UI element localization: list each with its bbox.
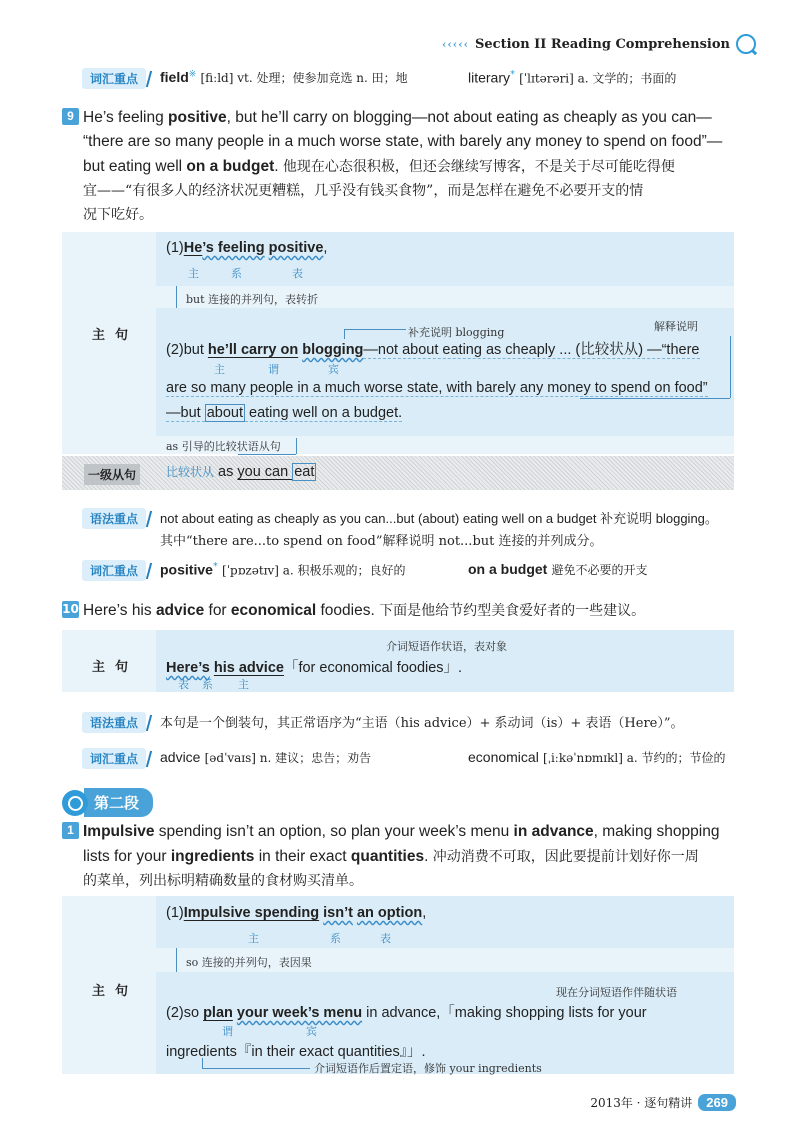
- main-clause-label: 主句: [92, 660, 139, 675]
- note-supplement: 补充说明 blogging: [408, 326, 505, 339]
- role-subject: 主: [214, 363, 225, 376]
- clause-2-line3: —but about eating well on a budget.: [166, 405, 403, 421]
- role-subject: 主: [238, 678, 249, 691]
- vocab-top-word2: literary* [ˈlɪtərəri] a. 文学的；书面的: [468, 69, 677, 86]
- grammar-tag: 语法重点: [82, 508, 146, 529]
- role-subject: 主: [188, 267, 199, 280]
- clause-1: (1)He’s feeling positive,: [166, 240, 328, 256]
- main-clause-label: 主句: [92, 984, 139, 999]
- role-link: 系: [231, 267, 242, 280]
- conn-note: but 连接的并列句，表转折: [186, 293, 319, 306]
- role-object: 宾: [328, 363, 339, 376]
- vocab-9-word2: on a budget 避免不必要的开支: [468, 561, 648, 577]
- grammar-10: [82, 712, 150, 733]
- note-postmodifier: 介词短语作后置定语，修饰 your ingredients: [314, 1062, 542, 1075]
- sentence-1: 1 Impulsive spending isn’t an option, so plan your week’s menu in advance, making shopping lists for your ingredients in their exact quantities. 冲动消费不可取，因此要提前计划好你一周 的菜单，列出标明精确数量的食材购买清单。: [62, 820, 752, 893]
- page-footer: [590, 1094, 736, 1111]
- vocab-tag: 词汇重点: [82, 68, 146, 89]
- sentence-number: 9: [62, 108, 79, 125]
- footer-text: 2013年 · 逐句精讲: [590, 1096, 693, 1110]
- vocab-10-word1: advice [ədˈvaɪs] n. 建议；忠告；劝告: [160, 749, 372, 765]
- clause-2: (2)but he’ll carry on blogging—not about eating as cheaply ... (比较状从) —“there: [166, 342, 700, 358]
- note-prep: 介词短语作状语，表对象: [386, 640, 507, 653]
- header-title: Section II Reading Comprehension: [475, 36, 730, 52]
- conn-note: so 连接的并列句，表因果: [186, 956, 312, 969]
- note-explain: 解释说明: [654, 320, 698, 333]
- vocab-10-word2: economical [ˌiːkəˈnɒmɪkl] a. 节约的；节俭的: [468, 749, 726, 765]
- role-subject: 主: [248, 932, 259, 945]
- role-predicative: 表: [178, 678, 189, 691]
- clause-1-box: [156, 896, 734, 948]
- grammar-9-line2: 其中“there are...to spend on food”解释说明 not...but 连接的并列成分。: [160, 534, 603, 549]
- section-heading: [62, 788, 153, 817]
- arrows-icon: ‹‹‹‹‹: [442, 37, 469, 51]
- sub-clause-label: 一级从句: [84, 464, 140, 485]
- vocab-top-word1: field※ [fiːld] vt. 处理；使参加竞选 n. 田；地: [160, 69, 408, 85]
- vocab-9: [82, 560, 150, 581]
- role-object: 宾: [306, 1025, 317, 1038]
- grammar-tag: 语法重点: [82, 712, 146, 733]
- vocab-tag: 词汇重点: [82, 560, 146, 581]
- sentence-9: 9 He’s feeling positive, but he’ll carry on blogging—not about eating as cheaply as you can— “there are so many people in a much worse state, with barely any money to spend on food”— but eating well on a budget. 他现在心态很积极，但还会继续写博客，不是关于尽可能吃得便 宜——“有很多人的经济状况更糟糕，几乎没有钱买食物”，而是怎样在避免不必要开支的情 况下吃好。: [62, 106, 742, 227]
- clause-2-line2: are so many people in a much worse state, with barely any money to spend on food”: [166, 380, 708, 396]
- clause-2-line2: ingredients『in their exact quantities』」.: [166, 1044, 426, 1060]
- sub-clause: 比较状从 as you can eat: [166, 464, 315, 480]
- sentence-number: 10: [62, 602, 79, 616]
- role-verb: 谓: [222, 1025, 233, 1038]
- vocab-top: [82, 68, 150, 89]
- page-header: [442, 34, 756, 54]
- page-number: 269: [698, 1094, 736, 1111]
- main-clause-label: 主句: [92, 328, 139, 343]
- role-link: 系: [330, 932, 341, 945]
- section-title: 第二段: [84, 788, 153, 817]
- vocab-9-word1: positive* [ˈpɒzətɪv] a. 积极乐观的；良好的: [160, 561, 406, 578]
- grammar-9: [82, 508, 150, 529]
- vocab-tag: 词汇重点: [82, 748, 146, 769]
- clause-10: Here’s his advice「for economical foodies」.: [166, 660, 463, 676]
- grammar-9-line1: not about eating as cheaply as you can...but (about) eating well on a budget 补充说明 blogging。: [160, 511, 718, 526]
- sentence-number: 1: [62, 822, 79, 839]
- vocab-10: [82, 748, 150, 769]
- sentence-10: 10 Here’s his advice for economical foodies. 下面是他给节约型美食爱好者的一些建议。: [62, 602, 646, 619]
- role-link: 系: [202, 678, 213, 691]
- role-verb: 谓: [268, 363, 279, 376]
- note-participle: 现在分词短语作伴随状语: [556, 986, 677, 999]
- section-q-icon: [62, 790, 88, 816]
- search-q-icon: [736, 34, 756, 54]
- as-note: as 引导的比较状语从句: [166, 440, 281, 453]
- grammar-10-text: 本句是一个倒装句，其正常语序为“主语（his advice）+ 系动词（is）+ 表语（Here）”。: [160, 716, 684, 731]
- clause-2: (2)so plan your week’s menu in advance,「making shopping lists for your: [166, 1005, 647, 1021]
- role-predicative: 表: [380, 932, 391, 945]
- clause-1: (1)Impulsive spending isn’t an option,: [166, 905, 427, 921]
- sub-clause-row: [62, 456, 734, 490]
- role-predicative: 表: [292, 267, 303, 280]
